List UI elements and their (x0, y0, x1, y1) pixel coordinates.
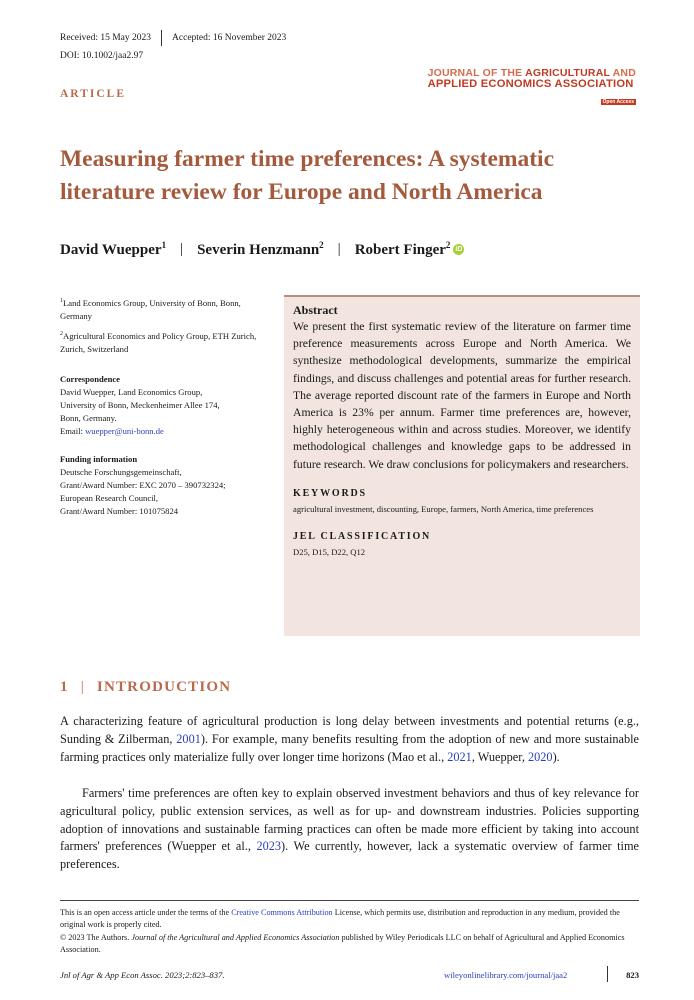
article-type-label: ARTICLE (60, 88, 126, 100)
funding-line: Deutsche Forschungsgemeinschaft, (60, 467, 182, 477)
journal-logo-text-1c: AND (609, 67, 636, 79)
received-accepted-line (60, 30, 286, 46)
keywords-heading: KEYWORDS (293, 487, 367, 499)
funding-block (60, 453, 270, 518)
open-access-badge: Open Access (602, 98, 634, 105)
correspondence-line: University of Bonn, Meckenheimer Allee 174, (60, 400, 220, 410)
section-title: INTRODUCTION (96, 679, 232, 695)
author-separator: | (337, 241, 341, 257)
page-number: 823 (626, 970, 639, 980)
section-number: 1 (60, 679, 69, 695)
abstract-heading: Abstract (293, 303, 338, 317)
orcid-icon[interactable]: iD (455, 246, 463, 253)
copyright-note: © 2023 The Authors. Journal of the Agricultural and Applied Economics Association published by Wiley Periodicals LLC on behalf of Agricultural and Applied Economics Association. (60, 933, 625, 954)
intro-paragraph-2: Farmers' time preferences are often key to explain observed investment behaviors and thus of key relevance for agricultural policy, public extension services, as well as for up- and downstream industries. Policies supporting adoption of innovations and sustainable farming practices can often be made more efficient by taking into account farmers' preferences (Wuepper et al., 2023). We currently, however, lack a systematic overview of farmer time preferences. (60, 786, 639, 872)
abstract-top-rule (284, 295, 640, 297)
correspondence-block (60, 373, 270, 438)
journal-logo-text-1a: JOURNAL OF THE (427, 67, 526, 79)
citation-link[interactable]: 2020 (527, 749, 553, 764)
citation-link[interactable]: 2023 (256, 839, 282, 854)
header-divider (161, 30, 162, 46)
intro-paragraph-1: A characterizing feature of agricultural production is long delay between investments and potential returns (e.g., Sunding & Zilberman, 2001). For example, many benefits resulting from the adoption of new and more sustainable farming practices only materialize fully over longer time horizons (Mao et al., 2021, Wuepper, 2020). (60, 714, 639, 764)
abstract-text: We present the first systematic review of the literature on farmer time preference measurements across Europe and North America. We synthesize methodological developments, summarize the empirical findings, and discuss challenges and potential areas for further research. The average reported discount rate of the farmers in Europe and North America is 23% per annum. Farmer time preferences are, however, highly heterogeneous within and across studies. Moreover, we identify methodological challenges and knowledge gaps to be addressed in future research. We draw conclusions for policymakers and researchers. (293, 320, 631, 471)
journal-logo (428, 68, 636, 107)
section-heading-introduction (60, 679, 231, 696)
doi[interactable]: DOI: 10.1002/jaa2.97 (60, 51, 144, 61)
correspondence-email-line: Email: wuepper@uni-bonn.de (60, 426, 164, 436)
abstract-box (284, 295, 640, 636)
funding-line: Grant/Award Number: EXC 2070 – 390732324; (60, 480, 226, 490)
journal-logo-text-2: APPLIED ECONOMICS ASSOCIATION (427, 77, 634, 90)
author-2[interactable]: Severin Henzmann$^2$ (197, 240, 324, 258)
keywords-list: agricultural investment, discounting, Europe, farmers, North America, time preferences (293, 503, 594, 514)
received-date: Received: 15 May 2023 (60, 33, 152, 43)
jel-heading: JEL CLASSIFICATION (293, 531, 432, 543)
footnote-rule (60, 900, 639, 901)
author-3[interactable]: Robert Finger$^2$ (354, 240, 451, 258)
section-bar: | (80, 679, 85, 695)
affiliation-2: $^2$Agricultural Economics and Policy Group, ETH Zurich, Zurich, Switzerland (60, 330, 257, 354)
jel-codes: D25, D15, D22, Q12 (293, 547, 366, 558)
citation-link[interactable]: 2001 (176, 731, 201, 746)
journal-url-link[interactable]: wileyonlinelibrary.com/journal/jaa2 (444, 970, 568, 980)
funding-heading: Funding information (60, 454, 138, 464)
citation-info: Jnl of Agr & App Econ Assoc. 2023;2:823–837. (60, 970, 225, 980)
author-list (60, 240, 464, 259)
funding-line: Grant/Award Number: 101075824 (60, 506, 179, 516)
funding-line: European Research Council, (60, 493, 159, 503)
email-link[interactable]: wuepper@uni-bonn.de (85, 426, 164, 436)
author-separator: | (180, 241, 184, 257)
accepted-date: Accepted: 16 November 2023 (172, 33, 287, 43)
correspondence-line: David Wuepper, Land Economics Group, (60, 387, 203, 397)
author-1[interactable]: David Wuepper$^1$ (60, 240, 167, 258)
license-note: This is an open access article under the terms of the Creative Commons Attribution License, which permits use, distribution and reproduction in any medium, provided the original work is properly cited. (60, 908, 620, 929)
affiliation-1: $^1$Land Economics Group, University of Bonn, Bonn, Germany (60, 297, 241, 321)
correspondence-heading: Correspondence (60, 374, 120, 384)
correspondence-line: Bonn, Germany. (60, 413, 117, 423)
paper-title: Measuring farmer time preferences: A systematic literature review for Europe and North America (60, 146, 554, 205)
journal-logo-text-1b: AGRICULTURAL (525, 67, 610, 79)
license-link[interactable]: Creative Commons Attribution (231, 908, 333, 917)
citation-link[interactable]: 2021 (447, 749, 472, 764)
footer-divider (607, 966, 608, 982)
